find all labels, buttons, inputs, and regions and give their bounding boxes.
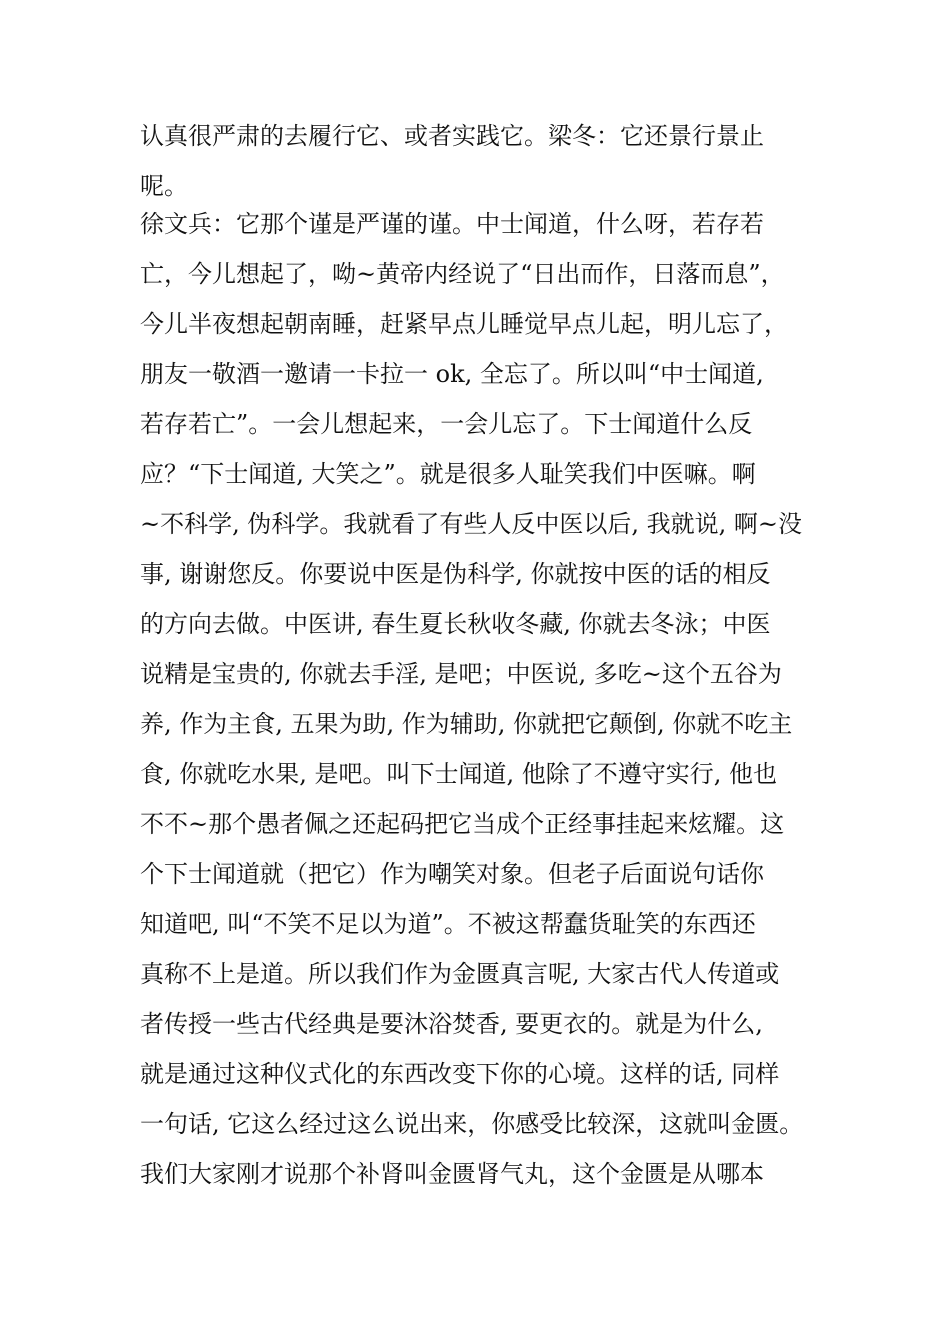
- text-line: 知道吧, 叫“不笑不足以为道”。不被这帮蠢货耻笑的东西还: [140, 910, 756, 938]
- text-line: 认真很严肃的去履行它、或者实践它。梁冬：它还景行景止: [140, 122, 764, 150]
- text-line: 就是通过这种仪式化的东西改变下你的心境。这样的话, 同样: [140, 1060, 780, 1088]
- text-line: 今儿半夜想起朝南睡，赶紧早点儿睡觉早点儿起，明儿忘了，: [140, 310, 788, 338]
- text-line: 朋友一敬酒一邀请一卡拉一 ok, 全忘了。所以叫“中士闻道,: [140, 360, 764, 388]
- text-line: 不不~那个愚者佩之还起码把它当成个正经事挂起来炫耀。这: [140, 810, 785, 838]
- text-line: 个下士闻道就（把它）作为嘲笑对象。但老子后面说句话你: [140, 860, 764, 888]
- body-text: [140, 111, 840, 1199]
- text-line: 说精是宝贵的, 你就去手淫, 是吧；中医说, 多吃~这个五谷为: [140, 660, 782, 688]
- text-line: 者传授一些古代经典是要沐浴焚香, 要更衣的。就是为什么,: [140, 1010, 763, 1038]
- text-line: 食, 你就吃水果, 是吧。叫下士闻道, 他除了不遵守实行, 他也: [140, 760, 778, 788]
- text-line: 呢。: [140, 172, 188, 200]
- text-line: 事, 谢谢您反。你要说中医是伪科学, 你就按中医的话的相反: [140, 560, 771, 588]
- text-line: 徐文兵：它那个谨是严谨的谨。中士闻道，什么呀，若存若: [140, 210, 764, 238]
- text-line: ~不科学, 伪科学。我就看了有些人反中医以后, 我就说, 啊~没: [140, 510, 802, 538]
- text-line: 一句话, 它这么经过这么说出来，你感受比较深，这就叫金匮。: [140, 1110, 804, 1138]
- text-line: 若存若亡”。一会儿想起来，一会儿忘了。下士闻道什么反: [140, 410, 753, 438]
- text-line: 养, 作为主食, 五果为助, 作为辅助, 你就把它颠倒, 你就不吃主: [140, 710, 793, 738]
- text-line: 的方向去做。中医讲, 春生夏长秋收冬藏, 你就去冬泳；中医: [140, 610, 771, 638]
- text-line: 我们大家刚才说那个补肾叫金匮肾气丸，这个金匮是从哪本: [140, 1160, 764, 1188]
- text-line: 应？“下士闻道, 大笑之”。就是很多人耻笑我们中医嘛。啊: [140, 460, 756, 488]
- text-line: 真称不上是道。所以我们作为金匮真言呢, 大家古代人传道或: [140, 960, 780, 988]
- text-line: 亡，今儿想起了，呦~黄帝内经说了“日出而作，日落而息”，: [140, 260, 785, 288]
